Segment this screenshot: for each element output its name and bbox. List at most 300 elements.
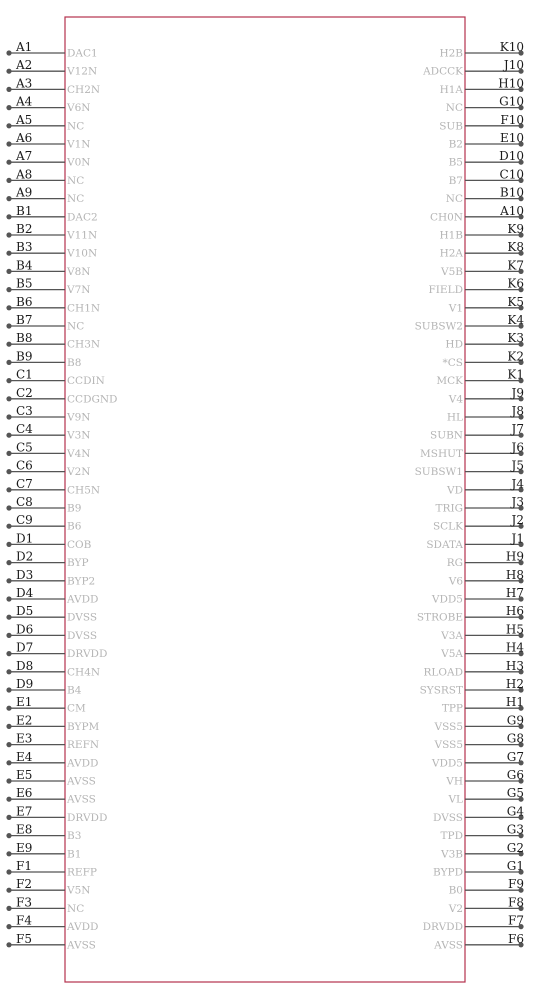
- pin-terminal: [6, 706, 11, 711]
- pin-terminal: [6, 888, 11, 893]
- pin-name: MCK: [436, 375, 463, 388]
- pin-c1: [6, 368, 104, 388]
- pin-terminal: [6, 633, 11, 638]
- pin-name: AVSS: [67, 793, 96, 806]
- pin-e4: [6, 750, 98, 770]
- pin-d2: [6, 550, 88, 570]
- pin-terminal: [6, 815, 11, 820]
- pin-number: G3: [506, 822, 524, 837]
- pin-number: H3: [505, 658, 524, 673]
- pin-name: TPP: [441, 702, 463, 715]
- pin-g8: [434, 732, 524, 752]
- pin-number: J7: [511, 422, 524, 437]
- pin-number: C5: [16, 440, 33, 455]
- pin-f9: [449, 877, 524, 897]
- component-body: [65, 17, 465, 982]
- pin-a3: [6, 76, 100, 96]
- pin-f2: [6, 877, 90, 897]
- pin-name: B4: [67, 684, 82, 697]
- pin-g1: [433, 859, 524, 879]
- pin-terminal: [6, 942, 11, 947]
- pin-name: HL: [446, 411, 463, 424]
- pin-terminal: [6, 469, 11, 474]
- pin-number: H1: [505, 695, 524, 710]
- pin-number: E6: [16, 786, 33, 801]
- pin-e1: [6, 695, 86, 715]
- pin-e7: [6, 804, 107, 824]
- pin-name: V6N: [67, 102, 91, 115]
- pin-terminal: [6, 542, 11, 547]
- pin-number: J3: [511, 495, 524, 509]
- pin-number: F5: [16, 931, 32, 946]
- pin-g5: [447, 786, 524, 806]
- pin-number: B2: [16, 222, 33, 236]
- pin-name: AVDD: [67, 921, 99, 934]
- pin-number: J6: [511, 440, 524, 455]
- pin-name: H1B: [439, 229, 463, 242]
- pin-terminal: [6, 760, 11, 765]
- pin-d6: [6, 622, 97, 642]
- pin-f1: [6, 859, 97, 879]
- pin-terminal: [6, 596, 11, 601]
- pin-name: AVSS: [67, 939, 96, 952]
- pin-name: V3B: [441, 848, 463, 861]
- pin-c5: [6, 440, 90, 460]
- pin-number: G1: [506, 859, 524, 873]
- pin-b8: [6, 331, 100, 351]
- pin-name: CH1N: [67, 302, 101, 315]
- pin-number: K8: [507, 240, 524, 255]
- pin-k3: [445, 331, 524, 351]
- pin-number: B1: [16, 203, 33, 218]
- pin-e8: [6, 823, 81, 843]
- pin-number: E2: [16, 713, 33, 728]
- pin-terminal: [6, 487, 11, 492]
- pin-number: F6: [508, 931, 524, 946]
- pin-name: VDD5: [431, 593, 463, 606]
- pin-number: K10: [499, 40, 524, 54]
- pin-h6: [417, 604, 524, 624]
- pin-name: BYPD: [433, 866, 463, 879]
- pin-name: DRVDD: [422, 921, 463, 934]
- pin-name: RG: [446, 557, 463, 570]
- pin-number: J4: [511, 476, 524, 491]
- pin-name: NC: [67, 902, 85, 915]
- pin-number: F3: [16, 895, 32, 910]
- pin-number: K3: [507, 331, 524, 346]
- pin-name: V5B: [441, 265, 463, 278]
- pin-number: G5: [506, 786, 524, 801]
- pin-name: V5N: [67, 884, 91, 897]
- pin-number: G9: [506, 713, 524, 728]
- pin-terminal: [6, 196, 11, 201]
- pin-c3: [6, 404, 90, 424]
- pin-b10: [446, 186, 524, 206]
- pin-number: J8: [511, 404, 524, 418]
- pin-k8: [440, 240, 524, 260]
- pin-name: COB: [67, 538, 92, 551]
- pin-name: BYP: [67, 557, 89, 570]
- pin-name: B6: [67, 520, 82, 533]
- pin-name: V10N: [67, 247, 98, 260]
- pin-terminal: [6, 287, 11, 292]
- pin-j5: [415, 459, 524, 479]
- pin-name: CH0N: [429, 211, 463, 224]
- pin-name: NC: [445, 102, 463, 115]
- pin-number: K4: [507, 313, 524, 327]
- pin-number: K1: [507, 367, 524, 382]
- pin-j7: [430, 422, 524, 442]
- pin-name: V3N: [67, 429, 91, 442]
- pin-terminal: [6, 669, 11, 674]
- pin-b3: [6, 240, 97, 260]
- pin-name: TPD: [440, 830, 463, 843]
- pin-number: B4: [16, 258, 33, 273]
- pin-c7: [6, 477, 100, 497]
- pin-number: D3: [16, 567, 34, 582]
- pin-number: H7: [505, 586, 524, 600]
- pin-j6: [420, 440, 524, 460]
- pin-terminal: [6, 305, 11, 310]
- pin-name: DAC2: [67, 211, 98, 224]
- pin-b4: [6, 258, 90, 278]
- pin-terminal: [6, 851, 11, 856]
- pin-b1: [6, 204, 97, 224]
- pin-name: REFN: [67, 739, 100, 752]
- pin-name: SUBN: [430, 429, 463, 442]
- pin-g10: [446, 95, 524, 115]
- pin-h3: [424, 659, 525, 679]
- pin-number: F9: [508, 877, 524, 892]
- pin-j2: [433, 513, 524, 533]
- pin-j4: [446, 477, 524, 497]
- pin-number: B10: [499, 185, 524, 200]
- pin-f8: [448, 895, 524, 915]
- pin-k10: [439, 40, 524, 60]
- pin-number: D4: [16, 586, 34, 600]
- pin-name: SYSRST: [419, 684, 463, 697]
- pin-terminal: [6, 396, 11, 401]
- pin-name: B7: [448, 174, 463, 187]
- pin-number: G4: [506, 804, 524, 819]
- pin-j8: [447, 404, 524, 424]
- pin-number: A3: [16, 76, 33, 91]
- pin-number: D6: [16, 622, 34, 637]
- pin-name: REFP: [67, 866, 97, 879]
- pin-k9: [439, 222, 524, 242]
- pin-number: A6: [16, 131, 33, 145]
- pin-number: D1: [16, 531, 34, 546]
- pin-a7: [6, 149, 90, 169]
- pin-number: C7: [16, 476, 33, 491]
- pin-d1: [6, 531, 91, 551]
- pin-terminal: [6, 123, 11, 128]
- pin-g7: [431, 750, 524, 770]
- pin-g6: [445, 768, 524, 788]
- pin-number: A1: [16, 40, 33, 54]
- pin-number: K9: [507, 222, 524, 236]
- left-pin-group: [6, 40, 117, 951]
- pin-number: H8: [505, 567, 524, 582]
- pin-name: BYP2: [67, 575, 96, 588]
- pin-g2: [440, 841, 524, 861]
- pin-name: V9N: [67, 411, 91, 424]
- pin-name: B5: [448, 156, 463, 169]
- pin-a6: [6, 131, 90, 151]
- pin-name: V12N: [67, 65, 98, 78]
- pin-terminal: [6, 414, 11, 419]
- pin-number: K5: [507, 294, 524, 309]
- pin-b9: [6, 349, 81, 369]
- pin-a10: [430, 204, 524, 224]
- pin-name: VDD5: [431, 757, 463, 770]
- pin-terminal: [6, 214, 11, 219]
- pin-name: AVSS: [434, 939, 463, 952]
- pin-terminal: [6, 924, 11, 929]
- pin-terminal: [6, 797, 11, 802]
- pin-name: B0: [448, 884, 463, 897]
- pin-d7: [6, 641, 107, 661]
- right-pin-group: [415, 40, 525, 951]
- pin-a2: [6, 58, 97, 78]
- pin-number: C3: [16, 404, 33, 418]
- pin-name: V4N: [67, 447, 91, 460]
- pin-d10: [449, 149, 524, 169]
- pin-c10: [449, 167, 524, 187]
- pin-name: SUBSW2: [414, 320, 463, 333]
- pin-name: H1A: [439, 83, 463, 96]
- pin-terminal: [6, 651, 11, 656]
- pin-name: HD: [445, 338, 463, 351]
- pin-number: E7: [16, 804, 33, 819]
- pin-terminal: [6, 160, 11, 165]
- pin-terminal: [6, 378, 11, 383]
- pin-number: F8: [508, 895, 524, 910]
- pin-k4: [415, 313, 525, 333]
- pin-h5: [440, 622, 524, 642]
- pin-number: B5: [16, 276, 33, 291]
- pin-number: C9: [16, 513, 33, 528]
- pin-b6: [6, 295, 100, 315]
- pin-b2: [6, 222, 97, 242]
- pin-number: C1: [16, 367, 33, 382]
- pin-terminal: [6, 360, 11, 365]
- pin-name: B2: [448, 138, 463, 151]
- pin-name: V11N: [67, 229, 98, 242]
- pin-number: F10: [500, 112, 524, 127]
- pin-name: *CS: [442, 356, 463, 369]
- pin-number: D2: [16, 549, 34, 564]
- pin-terminal: [6, 560, 11, 565]
- pin-a1: [6, 40, 97, 60]
- pin-number: D9: [16, 677, 34, 691]
- pin-terminal: [6, 87, 11, 92]
- pin-c4: [6, 422, 90, 442]
- pin-name: V3A: [441, 629, 463, 642]
- pin-terminal: [6, 687, 11, 692]
- pin-name: ADCCK: [423, 65, 463, 78]
- pin-number: J1: [511, 531, 524, 546]
- pin-f7: [423, 914, 524, 934]
- pin-name: CH2N: [67, 83, 101, 96]
- pin-name: H2A: [439, 247, 463, 260]
- pin-e2: [6, 713, 99, 733]
- pin-name: VD: [446, 484, 463, 497]
- pin-name: NC: [67, 193, 85, 206]
- pin-number: E4: [16, 749, 33, 764]
- pin-number: G8: [506, 731, 524, 746]
- pin-name: V2N: [67, 466, 91, 479]
- pin-j10: [422, 58, 524, 78]
- pin-number: F7: [508, 913, 524, 928]
- pin-number: F4: [16, 913, 32, 928]
- pin-b5: [6, 277, 90, 297]
- pin-e6: [6, 786, 95, 806]
- pin-name: RLOAD: [423, 666, 463, 679]
- pin-h1: [442, 695, 524, 715]
- pin-number: A2: [16, 58, 33, 73]
- pin-d3: [6, 568, 95, 588]
- pin-number: D5: [16, 604, 34, 619]
- pin-number: B6: [16, 294, 33, 309]
- pin-name: H2B: [439, 47, 463, 60]
- pin-k7: [440, 258, 524, 278]
- pin-name: V6: [448, 575, 463, 588]
- pin-h10: [440, 76, 524, 96]
- pin-name: V4: [448, 393, 463, 406]
- pin-name: AVDD: [67, 593, 99, 606]
- pin-name: CM: [67, 702, 86, 715]
- pin-number: H5: [505, 622, 524, 637]
- pin-number: C2: [16, 385, 33, 400]
- pin-name: BYPM: [67, 720, 100, 733]
- pin-name: NC: [67, 174, 85, 187]
- pin-terminal: [6, 269, 11, 274]
- pin-number: C6: [16, 458, 33, 473]
- pin-name: DVSS: [67, 611, 98, 624]
- pin-k5: [448, 295, 524, 315]
- pin-c9: [6, 513, 81, 533]
- pin-number: A9: [16, 185, 33, 200]
- pin-number: J2: [511, 513, 524, 528]
- pin-number: A10: [500, 203, 524, 218]
- pin-name: DVSS: [67, 629, 98, 642]
- pin-name: MSHUT: [420, 447, 463, 460]
- pin-number: A5: [16, 112, 33, 127]
- pin-number: A7: [16, 149, 33, 164]
- pin-number: B9: [16, 349, 33, 364]
- pin-terminal: [6, 742, 11, 747]
- pin-f4: [6, 914, 98, 934]
- pin-name: VSS5: [434, 739, 463, 752]
- pin-name: B3: [67, 830, 82, 843]
- pin-name: NC: [67, 320, 85, 333]
- pin-e5: [6, 768, 95, 788]
- pin-number: E10: [499, 131, 524, 145]
- pin-d9: [6, 677, 81, 697]
- pin-number: D7: [16, 640, 34, 655]
- pin-terminal: [6, 524, 11, 529]
- pin-name: NC: [445, 193, 463, 206]
- pin-name: CCDGND: [67, 393, 118, 406]
- pin-name: DAC1: [67, 47, 98, 60]
- pin-number: E8: [16, 822, 33, 837]
- pin-number: K7: [507, 258, 524, 273]
- pin-k1: [436, 368, 524, 388]
- pin-a8: [6, 167, 84, 187]
- pin-d8: [6, 659, 100, 679]
- pin-terminal: [6, 323, 11, 328]
- pin-number: D8: [16, 658, 34, 673]
- pin-name: V0N: [67, 156, 91, 169]
- pin-number: E3: [16, 731, 33, 746]
- pin-name: NC: [67, 120, 85, 133]
- pin-number: B3: [16, 240, 33, 255]
- pin-name: DRVDD: [67, 648, 108, 661]
- pin-name: AVDD: [67, 757, 99, 770]
- pin-h4: [440, 641, 524, 661]
- pin-name: V5A: [441, 648, 463, 661]
- pin-number: E5: [16, 768, 33, 782]
- pin-name: AVSS: [67, 775, 96, 788]
- pin-number: D10: [499, 149, 524, 164]
- pin-number: G2: [506, 840, 524, 855]
- pin-terminal: [6, 505, 11, 510]
- pin-number: E1: [16, 695, 33, 710]
- pin-name: B8: [67, 356, 82, 369]
- pin-number: F2: [16, 877, 32, 892]
- pin-k2: [443, 349, 524, 369]
- pin-f3: [6, 895, 84, 915]
- pin-name: V2: [448, 902, 463, 915]
- pin-terminal: [6, 724, 11, 729]
- pin-name: V1N: [67, 138, 91, 151]
- pin-number: K2: [507, 349, 524, 364]
- pin-name: SUBSW1: [414, 466, 463, 479]
- pin-number: F1: [16, 859, 32, 873]
- pin-h9: [447, 550, 524, 570]
- pin-number: J10: [503, 58, 524, 73]
- pin-g9: [434, 713, 524, 733]
- pin-name: V7N: [67, 284, 91, 297]
- pin-name: TRIG: [435, 502, 463, 515]
- pin-name: DVSS: [432, 811, 463, 824]
- pin-number: G6: [506, 768, 524, 782]
- pin-number: B8: [16, 331, 33, 346]
- pin-number: A8: [16, 167, 33, 182]
- pin-terminal: [6, 178, 11, 183]
- pin-number: B7: [16, 313, 33, 327]
- pin-f6: [433, 932, 524, 952]
- pin-name: V8N: [67, 265, 91, 278]
- pin-f5: [6, 932, 95, 952]
- pin-number: C8: [16, 495, 33, 509]
- pin-name: VH: [446, 775, 463, 788]
- pin-a5: [6, 113, 84, 133]
- pin-name: V1: [448, 302, 463, 315]
- pin-j1: [426, 531, 524, 551]
- pin-name: SUB: [439, 120, 463, 133]
- pin-j3: [436, 495, 524, 515]
- pin-number: E9: [16, 840, 33, 855]
- pin-name: CCDIN: [67, 375, 105, 388]
- pin-name: STROBE: [416, 611, 463, 624]
- pin-b7: [6, 313, 84, 333]
- pin-terminal: [6, 141, 11, 146]
- pin-c2: [6, 386, 117, 406]
- pin-h8: [448, 568, 524, 588]
- pin-h7: [431, 586, 524, 606]
